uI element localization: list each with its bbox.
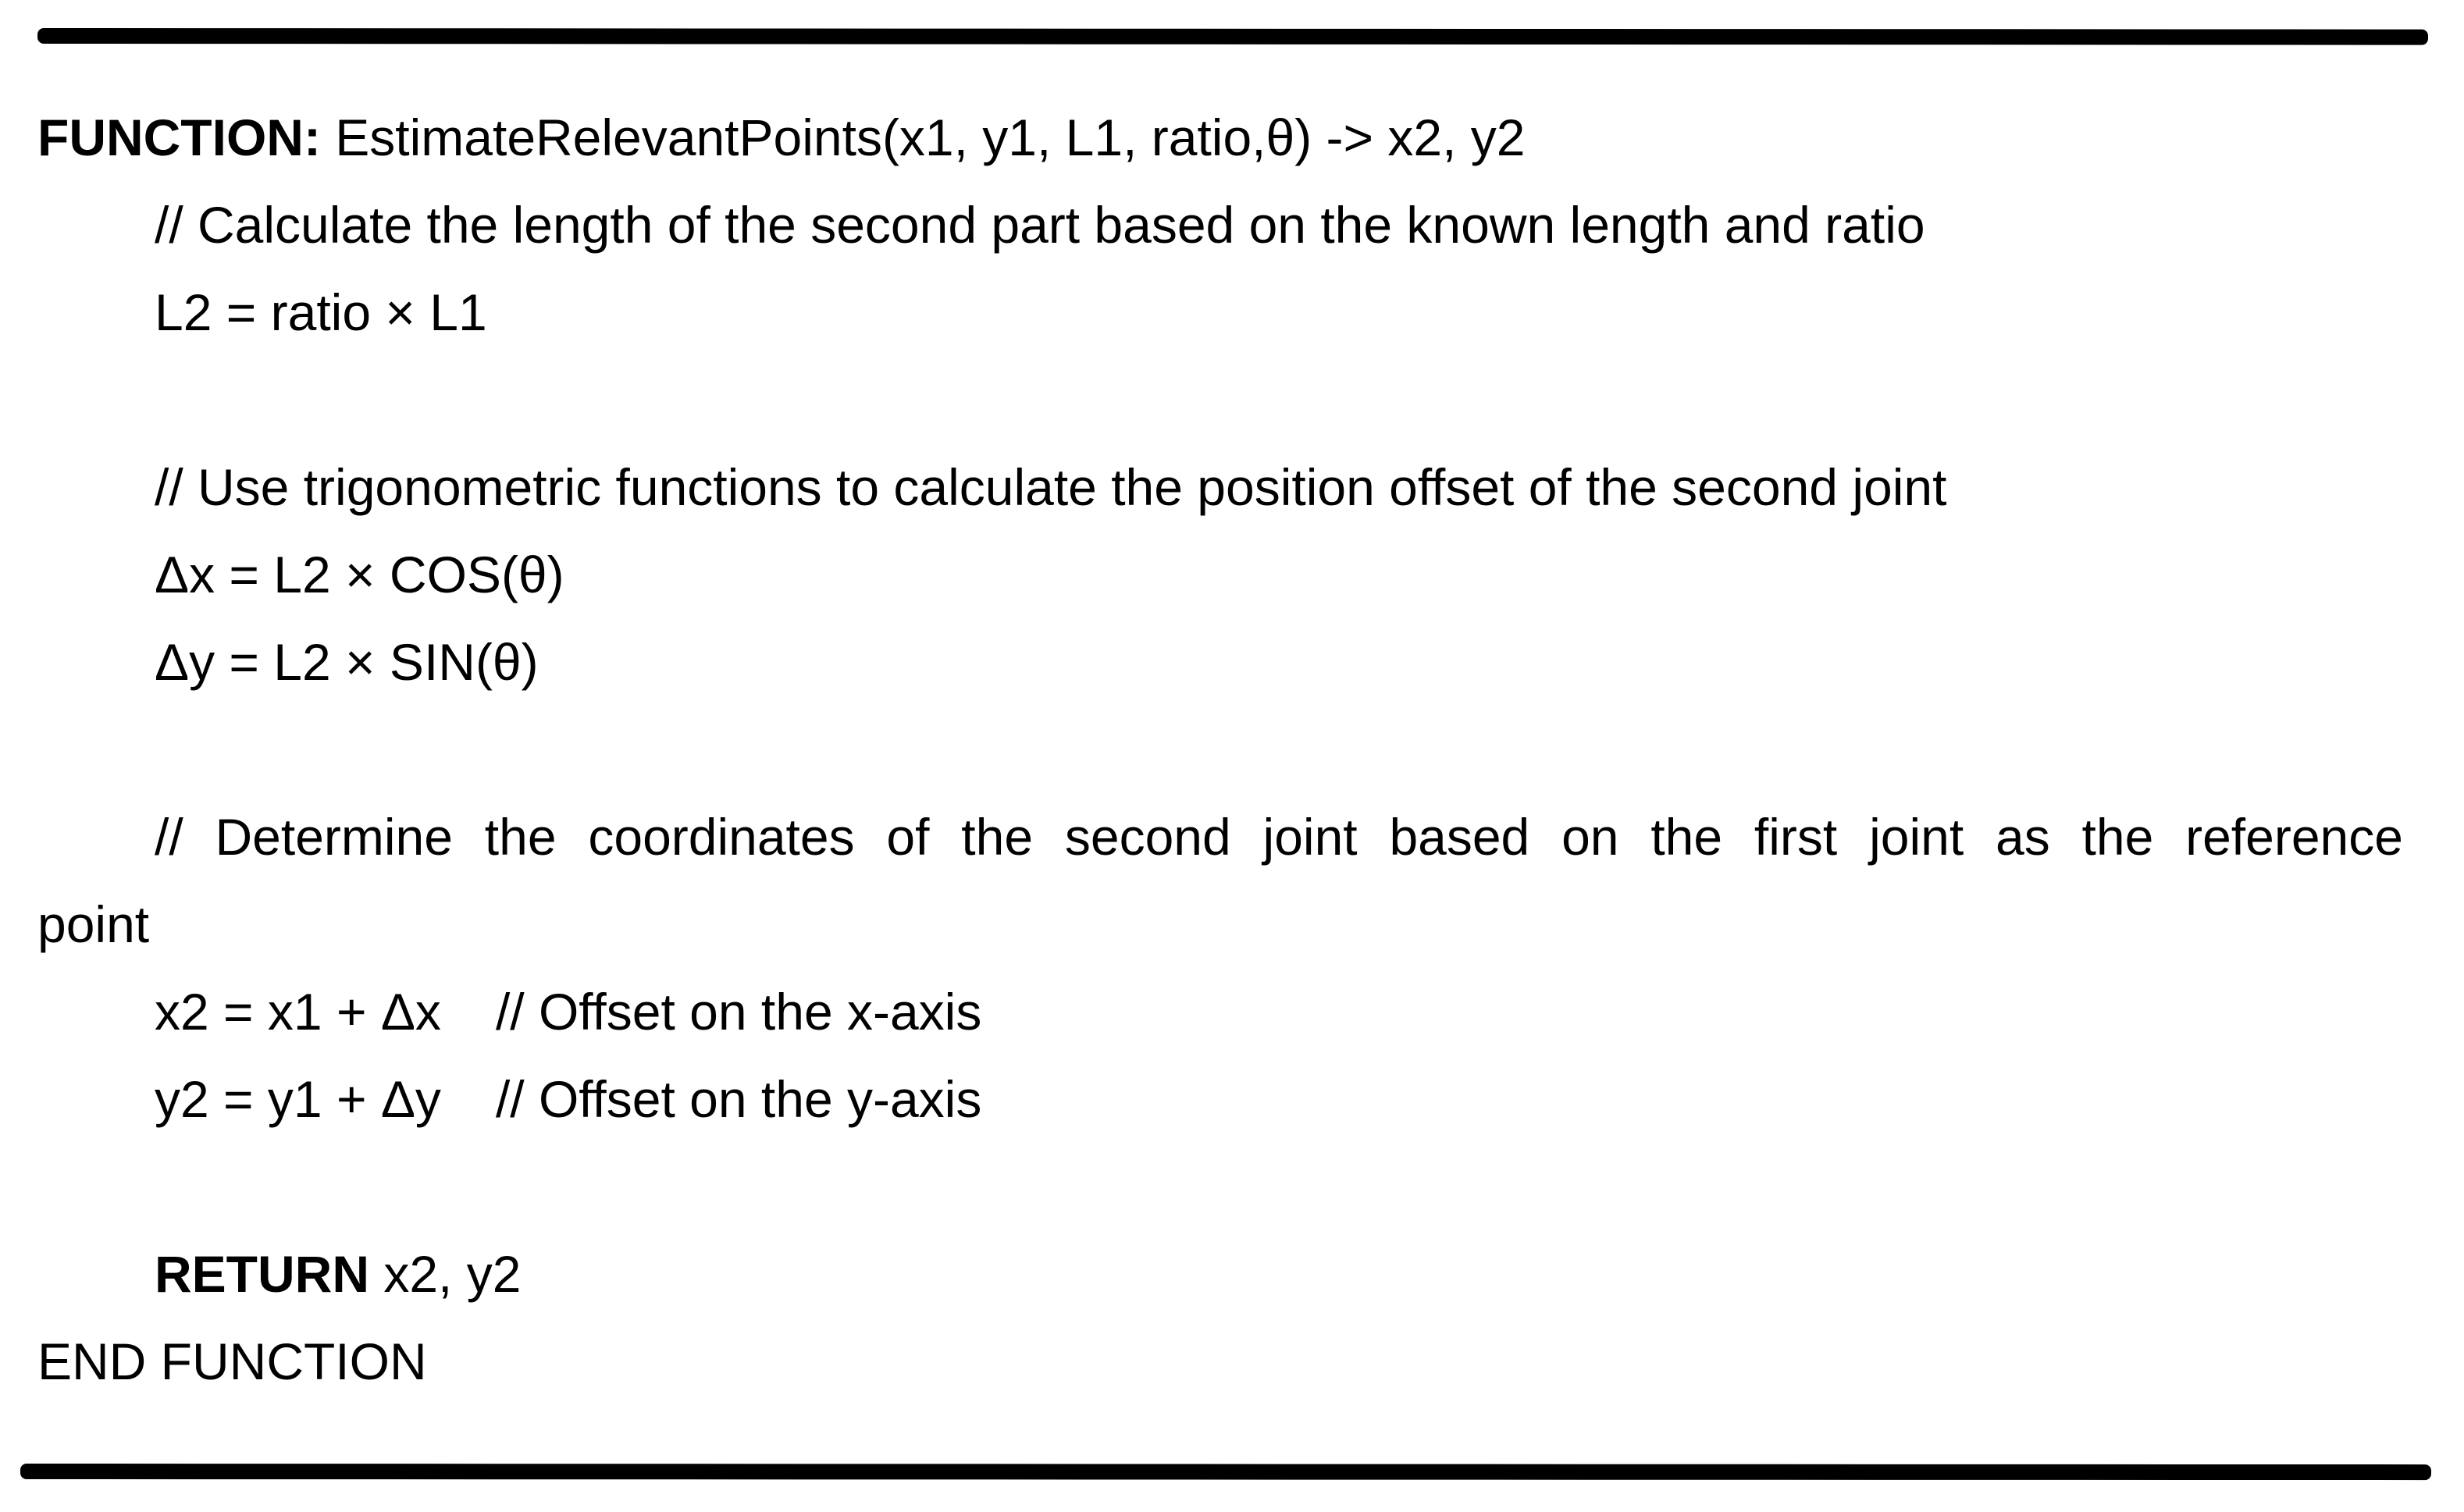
comment-word: joint — [1262, 808, 1358, 866]
bottom-rule — [20, 1464, 2431, 1480]
blank-line — [37, 706, 2403, 793]
comment-trig: // Use trigonometric functions to calculate the position offset of the second joint — [155, 458, 1947, 516]
comment-word: second — [1064, 808, 1231, 866]
comment-word: first — [1754, 808, 1838, 866]
comment-word: reference — [2185, 808, 2403, 866]
l2-assignment: L2 = ratio × L1 — [155, 283, 487, 341]
function-keyword: FUNCTION: — [37, 109, 321, 166]
x2-assignment — [37, 968, 2403, 1055]
y2-code: y2 = y1 + Δy — [155, 1070, 441, 1128]
comment-word: the — [2081, 808, 2154, 866]
comment-word: coordinates — [588, 808, 855, 866]
comment-word: the — [484, 808, 557, 866]
y2-assignment — [37, 1055, 2403, 1143]
function-signature: EstimateRelevantPoints(x1, y1, L1, ratio,θ) -> x2, y2 — [320, 109, 1526, 166]
comment-word: on — [1561, 808, 1619, 866]
top-rule — [37, 28, 2428, 45]
return-statement — [37, 1230, 2403, 1318]
dx-assignment: Δx = L2 × COS(θ) — [155, 546, 564, 603]
blank-line — [37, 1143, 2403, 1230]
comment-word: Determine — [215, 808, 453, 866]
y2-comment: // Offset on the y-axis — [495, 1070, 982, 1128]
comment-word: as — [1995, 808, 2050, 866]
function-header — [37, 94, 2403, 181]
dy-assignment: Δy = L2 × SIN(θ) — [155, 633, 539, 691]
comment-coordinates-wrap: point — [37, 895, 150, 953]
comment-word: the — [1650, 808, 1723, 866]
x2-comment: // Offset on the x-axis — [495, 983, 982, 1041]
comment-word: of — [886, 808, 930, 866]
comment-word: based — [1389, 808, 1530, 866]
end-function: END FUNCTION — [37, 1332, 427, 1390]
return-values: x2, y2 — [369, 1245, 522, 1303]
return-keyword: RETURN — [155, 1245, 369, 1303]
comment-word: the — [961, 808, 1034, 866]
comment-length: // Calculate the length of the second part based on the known length and ratio — [155, 196, 1925, 254]
comment-coordinates — [37, 793, 2403, 881]
blank-line — [37, 356, 2403, 443]
comment-word: // — [155, 808, 183, 866]
comment-word: joint — [1869, 808, 1964, 866]
algorithm-block — [37, 94, 2403, 1405]
x2-code: x2 = x1 + Δx — [155, 983, 441, 1041]
